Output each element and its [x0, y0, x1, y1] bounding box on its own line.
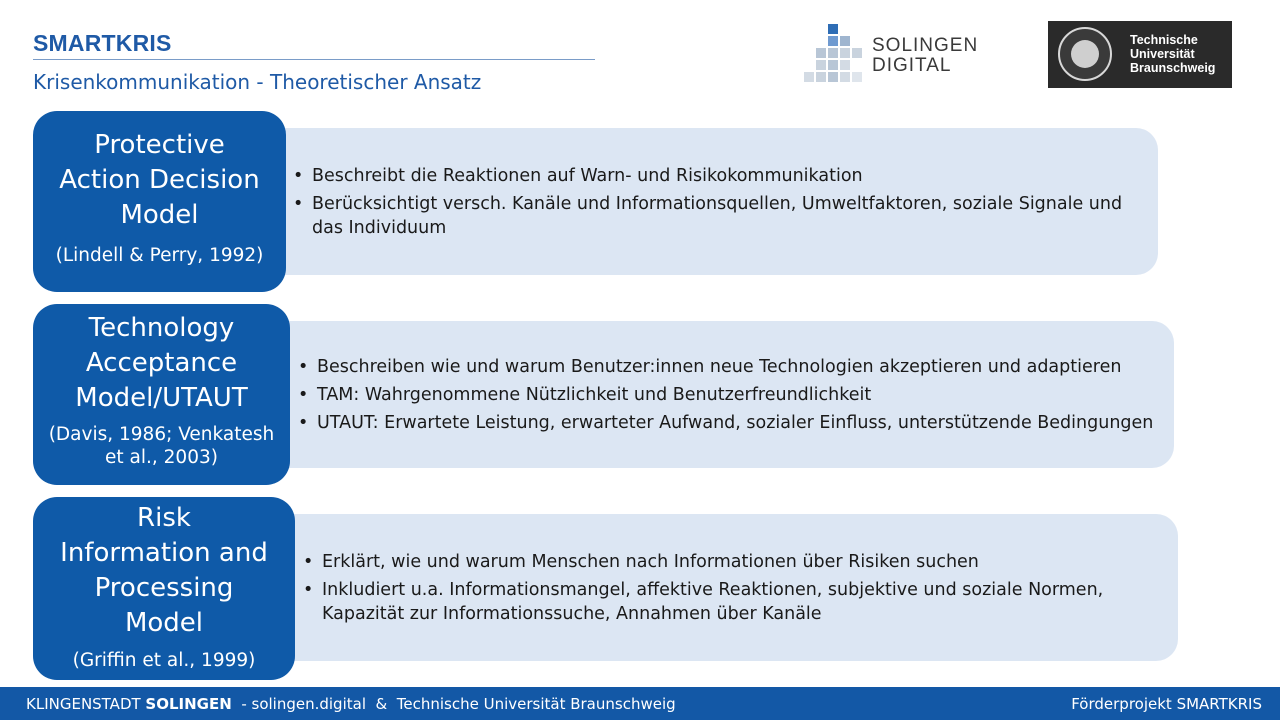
solingen-digital-logo: [800, 24, 1015, 90]
university-seal-icon: [1058, 27, 1112, 81]
solingen-logo-line1: SOLINGEN: [872, 35, 979, 56]
model-name-line: Action Decision: [59, 165, 260, 195]
bullet-item: • Berücksichtigt versch. Kanäle und Informationsquellen, Umweltfaktoren, soziale Signale und das Individuum: [293, 192, 1148, 240]
bullet-item: • Inkludiert u.a. Informationsmangel, affektive Reaktionen, subjektive und soziale Normen, Kapazität zur Informationssuche, Annahmen über Kanäle: [303, 578, 1163, 626]
model-name-line: Information and: [60, 538, 268, 568]
header-divider: [33, 59, 595, 60]
model-citation: (Davis, 1986; Venkatesh: [48, 424, 275, 445]
footer-city-bold: SOLINGEN: [145, 695, 232, 713]
model-bullet-list: [293, 164, 1148, 244]
model-name-line: Model/UTAUT: [75, 383, 248, 413]
tu-braunschweig-logo: [1048, 21, 1232, 88]
model-citation: et al., 2003): [105, 447, 218, 468]
model-title-box: [33, 497, 295, 680]
page-title: SMARTKRIS: [33, 30, 172, 56]
model-name-line: Protective: [94, 130, 225, 160]
model-name-line: Processing: [94, 573, 234, 603]
footer-rest: - solingen.digital & Technische Universität Braunschweig: [231, 695, 676, 713]
model-name-line: Acceptance: [85, 348, 238, 378]
tu-logo-line1: Technische: [1130, 33, 1198, 47]
model-name-line: Technology: [88, 313, 235, 343]
bullet-item: • UTAUT: Erwartete Leistung, erwarteter Aufwand, sozialer Einfluss, unterstützende Bedingungen: [298, 411, 1166, 435]
bullet-item: • Beschreiben wie und warum Benutzer:innen neue Technologien akzeptieren und adaptieren: [298, 355, 1166, 379]
bullet-item: • Erklärt, wie und warum Menschen nach Informationen über Risiken suchen: [303, 550, 1163, 574]
model-citation: (Griffin et al., 1999): [72, 650, 256, 671]
tu-logo-line3: Braunschweig: [1130, 61, 1216, 75]
model-citation: (Lindell & Perry, 1992): [55, 245, 264, 266]
model-name-line: Model: [124, 608, 204, 638]
model-name-line: Risk: [137, 503, 191, 533]
footer-city-prefix: KLINGENSTADT: [26, 695, 146, 713]
page-subtitle: Krisenkommunikation - Theoretischer Ansatz: [33, 70, 482, 94]
model-title-box: [33, 111, 286, 292]
footer-project-label: Förderprojekt SMARTKRIS: [1071, 695, 1262, 713]
model-bullet-list: [303, 550, 1163, 630]
bullet-item: • Beschreibt die Reaktionen auf Warn- und Risikokommunikation: [293, 164, 1148, 188]
tu-logo-line2: Universität: [1130, 47, 1195, 61]
bullet-item: • TAM: Wahrgenommene Nützlichkeit und Benutzerfreundlichkeit: [298, 383, 1166, 407]
model-bullet-list: [298, 355, 1166, 439]
solingen-logo-line2: DIGITAL: [872, 55, 952, 76]
footer-bar: [0, 687, 1280, 720]
model-name-line: Model: [120, 200, 199, 230]
footer-left-text: [26, 695, 676, 713]
model-title-box: [33, 304, 290, 485]
